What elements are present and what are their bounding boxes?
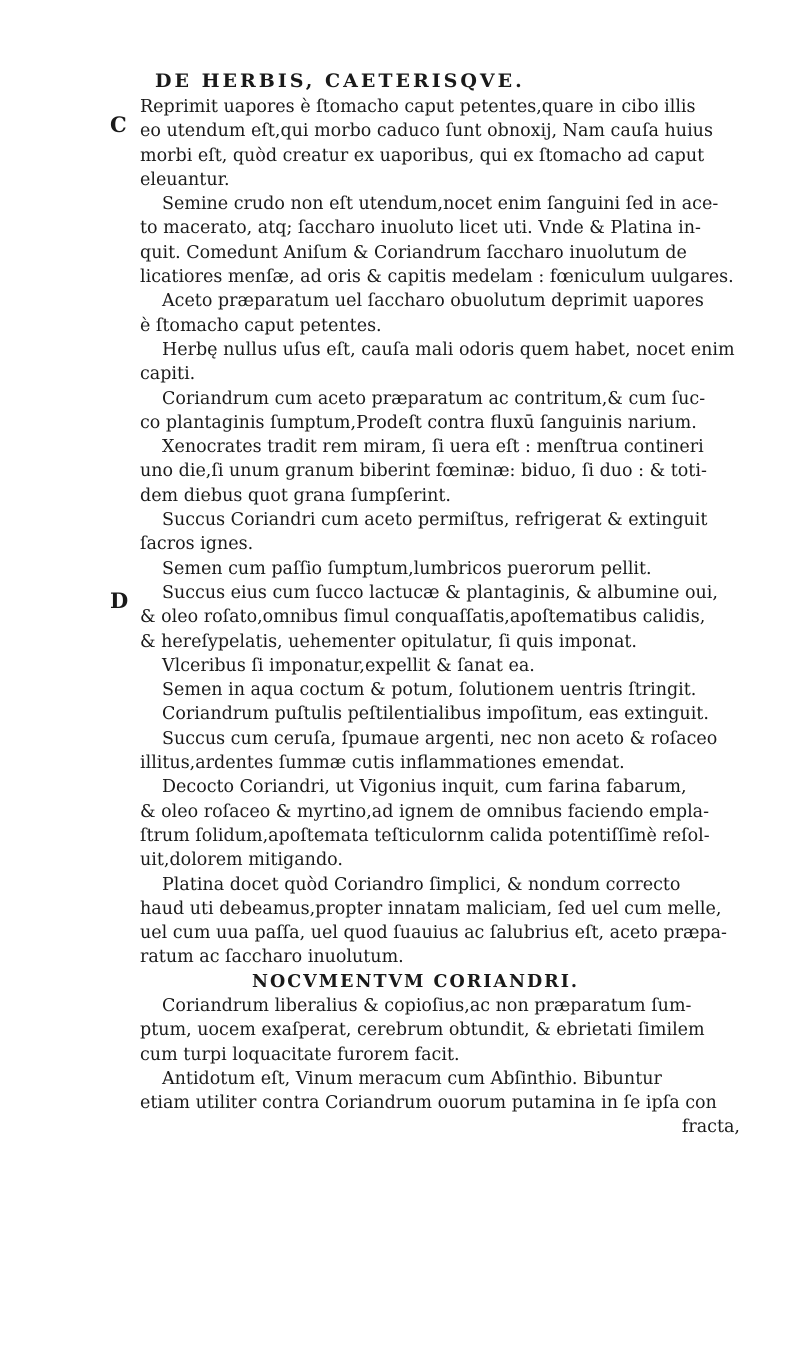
running-head: DE HERBIS, CAETERISQVE. [155, 70, 525, 92]
text-line: Aceto præparatum uel ſaccharo obuolutum deprimit uapores [162, 291, 704, 312]
text-line: Antidotum eſt, Vinum meracum cum Abſinthio. Bibuntur [162, 1068, 662, 1089]
text-line: to macerato, atq; ſaccharo inuoluto licet uti. Vnde & Platina in- [140, 218, 701, 239]
text-line: ſtrum ſolidum,apoſtemata teſticulornm calida potentiſſimè reſol- [140, 825, 710, 846]
text-line: morbi eſt, quòd creatur ex uaporibus, qui ex ſtomacho ad caput [140, 145, 705, 166]
text-line: haud uti debeamus,propter innatam maliciam, ſed uel cum melle, [140, 898, 722, 919]
text-line: Xenocrates tradit rem miram, ſi uera eſt : menſtrua contineri [162, 437, 704, 458]
text-line: eleuantur. [140, 169, 230, 190]
text-line: uit,dolorem mitigando. [140, 850, 343, 871]
text-line: illitus,ardentes ſummæ cutis inflammationes emendat. [140, 753, 625, 774]
text-line: uel cum uua paſſa, uel quod ſuauius ac ſalubrius eſt, aceto præpa- [140, 923, 727, 944]
text-line: & hereſypelatis, uehementer opitulatur, ſi quis imponat. [140, 631, 637, 652]
text-line: Succus Coriandri cum aceto permiſtus, refrigerat & extinguit [162, 510, 708, 531]
text-line: Coriandrum cum aceto præparatum ac contritum,& cum ſuc- [162, 388, 706, 409]
text-line: Reprimit uapores è ſtomacho caput petentes,quare in cibo illis [140, 97, 696, 117]
text-line: Succus cum ceruſa, ſpumaue argenti, nec non aceto & roſaceo [162, 728, 718, 749]
text-line: co plantaginis ſumptum,Prodeſt contra fluxū ſanguinis narium. [140, 412, 697, 433]
text-line: è ſtomacho caput petentes. [140, 315, 382, 336]
text-line: Semine crudo non eſt utendum,nocet enim ſanguini ſed in ace- [162, 194, 719, 215]
margin-letter-c: C [110, 112, 127, 137]
text-line: & oleo roſato,omnibus ſimul conquaſſatis,apoſtematibus calidis, [140, 607, 706, 628]
text-line: Vlceribus ſi imponatur,expellit & ſanat ea. [162, 655, 535, 676]
section-heading: NOCVMENTVM CORIANDRI. [252, 971, 579, 992]
text-line: ſacros ignes. [140, 534, 254, 555]
body-text [140, 95, 750, 1140]
margin-letter-d: D [110, 588, 129, 613]
text-line: dem diebus quot grana ſumpſerint. [140, 485, 451, 506]
text-line: Coriandrum puſtulis peſtilentialibus impoſitum, eas extinguit. [162, 704, 709, 725]
text-line: fracta, [681, 1117, 740, 1138]
text-line: Semen in aqua coctum & potum, ſolutionem uentris ſtringit. [162, 680, 697, 701]
text-line: Coriandrum liberalius & copioſius,ac non præparatum ſum- [162, 995, 692, 1016]
text-line: Succus eius cum ſucco lactucæ & plantaginis, & albumine oui, [162, 582, 718, 603]
text-line: ratum ac ſaccharo inuolutum. [140, 947, 404, 968]
text-line: eo utendum eſt,qui morbo caduco ſunt obnoxij, Nam cauſa huius [140, 121, 713, 142]
text-line: quit. Comedunt Aniſum & Coriandrum ſaccharo inuolutum de [140, 242, 687, 263]
text-line: Platina docet quòd Coriandro ſimplici, & nondum correcto [162, 874, 681, 895]
text-line: ptum, uocem exaſperat, cerebrum obtundit, & ebrietati ſimilem [140, 1020, 705, 1041]
text-line: Herbę nullus uſus eſt, cauſa mali odoris quem habet, nocet enim [162, 339, 735, 360]
text-line: cum turpi loquacitate furorem facit. [140, 1044, 460, 1065]
text-line: uno die,ſi unum granum biberint fœminæ: biduo, ſi duo : & toti- [140, 461, 707, 482]
text-line: Semen cum paſſio ſumptum,lumbricos puerorum pellit. [162, 558, 652, 579]
text-line: licatiores menſæ, ad oris & capitis medelam : fœniculum uulgares. [140, 267, 734, 288]
text-line: & oleo roſaceo & myrtino,ad ignem de omnibus faciendo empla- [140, 801, 710, 822]
text-line: Decocto Coriandri, ut Vigonius inquit, cum farina fabarum, [162, 777, 687, 798]
text-line: etiam utiliter contra Coriandrum ouorum putamina in ſe ipſa con [140, 1093, 717, 1114]
text-line: capiti. [140, 364, 196, 385]
